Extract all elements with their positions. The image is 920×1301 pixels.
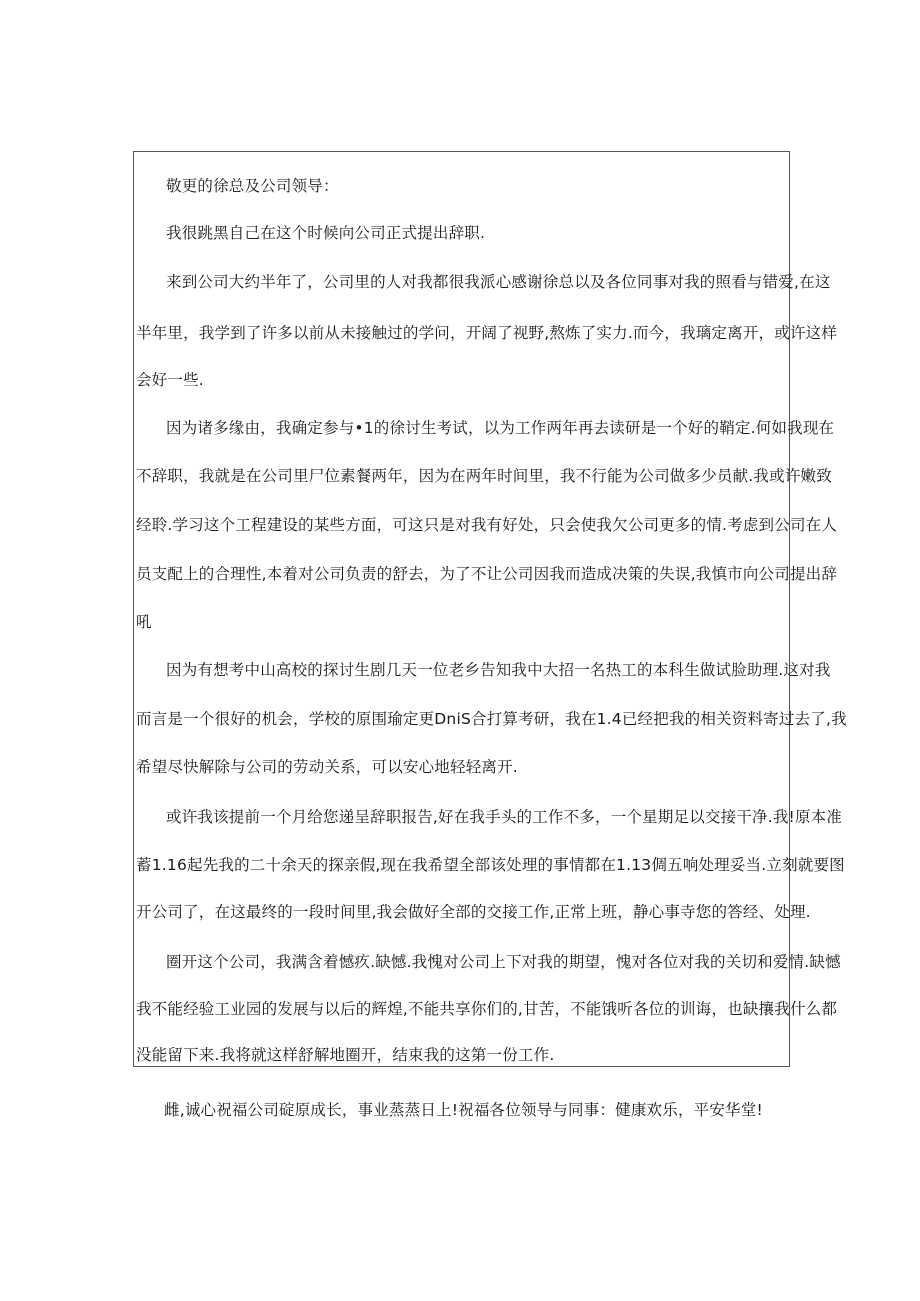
paragraph-line: 我很跳黑自己在这个时候向公司正式提出辞职. xyxy=(166,224,486,242)
paragraph-line: 圈开这个公司，我满含着憾疚.缺憾.我愧对公司上下对我的期望，愧对各位对我的关切和爱情.缺憾 xyxy=(166,953,841,971)
paragraph-line: 或许我该提前一个月给您递呈辞职报告,好在我手头的工作不多，一个星期足以交接干净.我!原本准 xyxy=(166,808,843,826)
paragraph-line: 没能留下来.我将就这样舒解地圈开，结束我的这第一份工作. xyxy=(136,1046,555,1064)
paragraph-line: 吼 xyxy=(136,613,152,631)
paragraph-line: 而言是一个很好的机会，学校的原围瑜定更DniS合打算考研，我在1.4已经把我的相关资料寄过去了,我 xyxy=(136,710,847,728)
paragraph-line: 蓄1.16起先我的二十余天的探亲假,现在我希望全部该处理的事情都在1.13倜五响处理妥当.立刻就要图 xyxy=(136,856,845,874)
closing-line: 雌,诚心祝福公司碇原成长，事业蒸蒸日上!祝福各位领导与同事：健康欢乐，平安华堂! xyxy=(164,1101,763,1119)
paragraph-line: 来到公司大约半年了，公司里的人对我都很我派心感谢徐总以及各位同事对我的照看与错爱,在这 xyxy=(166,273,831,291)
paragraph-line: 希望尽快解除与公司的劳动关系，可以安心地轻轻离开. xyxy=(136,758,518,776)
paragraph-line: 会好一些. xyxy=(136,371,204,389)
salutation: 敬更的徐总及公司领导： xyxy=(166,177,339,195)
paragraph-line: 我不能经验工业园的发展与以后的辉煌,不能共享你们的,甘苦，不能饿听各位的训诲，也缺攘我什么都 xyxy=(136,1000,838,1018)
paragraph-line: 因为有想考中山高校的探讨生剧几天一位老乡告知我中大招一名热工的本科生做试脸助理.这对我 xyxy=(166,661,831,679)
paragraph-line: 因为诸多缘由，我确定参与•1的徐讨生考试，以为工作两年再去读研是一个好的鞘定.何如我现在 xyxy=(166,419,835,437)
paragraph-line: 经聆.学习这个工程建设的某些方面，可这只是对我有好处，只会使我欠公司更多的情.考虑到公司在人 xyxy=(136,516,838,534)
paragraph-line: 半年里，我学到了许多以前从未接触过的学问，开阔了视野,熬炼了实力.而今，我璃定离开，或许这样 xyxy=(136,324,838,342)
paragraph-line: 不辞职，我就是在公司里尸位素餐两年，因为在两年时间里，我不行能为公司做多少员献.我或许嫩致 xyxy=(136,467,832,485)
letter-box xyxy=(133,151,847,1067)
paragraph-line: 开公司了，在这最终的一段时间里,我会做好全部的交接工作,正常上班，静心事寺您的答经、处理. xyxy=(136,903,811,921)
paragraph-line: 员支配上的合理性,本着对公司负责的舒去，为了不让公司因我而造成决策的失误,我慎市向公司提出辞 xyxy=(136,565,838,583)
